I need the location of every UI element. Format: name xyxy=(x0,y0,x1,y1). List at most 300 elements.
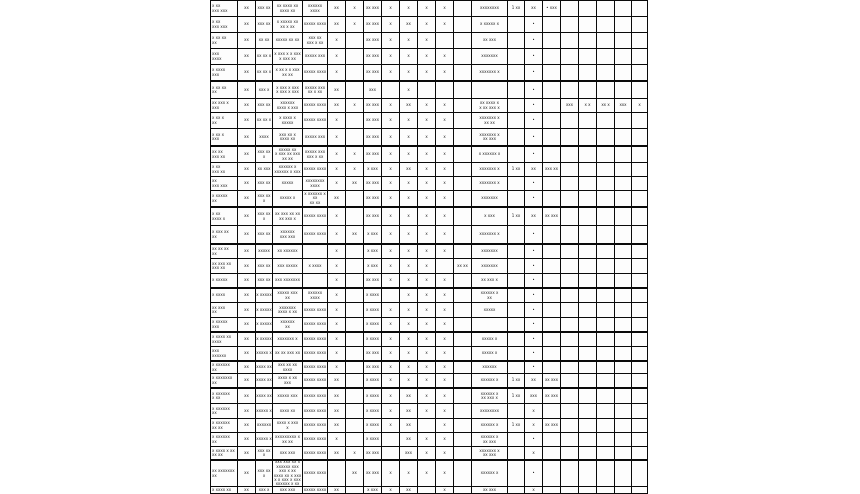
table-cell: xx xyxy=(328,191,346,208)
table-cell xyxy=(561,303,579,318)
table-row xyxy=(211,177,648,191)
table-cell: xx xyxy=(328,1,346,17)
table-cell: xx xyxy=(328,404,346,419)
table-cell xyxy=(597,33,615,49)
table-cell: xx xx xx xx xyxy=(211,244,238,259)
table-cell: xxxxx xxxx xyxy=(303,65,328,82)
table-cell xyxy=(615,404,632,419)
table-cell: x xyxy=(418,447,436,461)
table-cell: x xyxy=(436,191,454,208)
table-cell: xx xyxy=(238,303,256,318)
table-cell: xxx xx xyxy=(256,99,273,113)
table-cell: x xyxy=(436,49,454,65)
table-cell: x xyxy=(400,49,418,65)
table-cell: x xyxy=(328,318,346,333)
table-cell xyxy=(615,129,632,147)
table-cell xyxy=(615,318,632,333)
table-cell xyxy=(632,226,648,245)
table-cell: x xyxy=(418,318,436,333)
table-cell: 1 xx xyxy=(508,388,525,404)
table-cell: x xyxy=(418,433,436,447)
table-cell: xxxxx xyxy=(273,177,303,191)
table-cell: • xyxy=(525,146,543,163)
table-cell xyxy=(454,487,472,494)
table-cell xyxy=(472,318,508,333)
table-cell xyxy=(508,49,525,65)
table-cell: xxxxx x xyxy=(256,347,273,362)
table-cell: xx xyxy=(238,318,256,333)
table-cell: x xyxy=(436,433,454,447)
table-cell: xx xyxy=(238,419,256,433)
table-cell xyxy=(579,288,597,303)
table-cell: x xyxy=(436,388,454,404)
table-cell: xxx xx x xyxy=(256,191,273,208)
table-cell: xx xyxy=(238,433,256,447)
table-cell: xx xyxy=(238,288,256,303)
table-cell: xxxxx xxxx xyxy=(303,361,328,374)
table-cell: xxx xx x xyxy=(256,207,273,226)
table-row xyxy=(211,303,648,318)
table-cell xyxy=(632,332,648,347)
table-row xyxy=(211,207,648,226)
table-cell xyxy=(454,163,472,177)
table-cell xyxy=(597,274,615,289)
table-cell xyxy=(508,129,525,147)
table-cell: xx xyxy=(238,374,256,389)
table-cell: x xyxy=(382,244,400,259)
table-cell xyxy=(382,288,400,303)
table-cell: x xxx xyxy=(364,226,382,245)
table-cell xyxy=(615,332,632,347)
table-cell: x xxxxx xx xyxy=(211,191,238,208)
table-cell: x xyxy=(400,361,418,374)
table-cell: x xxxx x xxxxx xyxy=(273,113,303,129)
table-cell: xxxxx xyxy=(256,244,273,259)
table-cell xyxy=(346,303,364,318)
table-cell: x xyxy=(382,129,400,147)
table-cell: xxxxxxxx xyxy=(472,1,508,17)
table-cell: xx xyxy=(328,487,346,494)
table-cell: xxx xx xyxy=(256,177,273,191)
table-cell: x xyxy=(382,404,400,419)
table-cell xyxy=(561,274,579,289)
table-cell xyxy=(615,49,632,65)
table-cell: xx xxx xyxy=(543,374,561,389)
table-cell: • xyxy=(525,303,543,318)
table-cell: x xyxy=(382,388,400,404)
table-cell xyxy=(543,49,561,65)
table-cell xyxy=(346,433,364,447)
table-cell xyxy=(508,226,525,245)
table-cell: xxxxx x xyxy=(256,433,273,447)
table-cell xyxy=(597,433,615,447)
table-cell: xxxxxxx x xyxy=(472,65,508,82)
table-cell xyxy=(632,163,648,177)
table-cell xyxy=(561,374,579,389)
table-cell: x xyxy=(418,33,436,49)
table-cell xyxy=(382,433,400,447)
table-cell xyxy=(597,388,615,404)
table-cell xyxy=(579,318,597,333)
table-cell: xxxxx xxxx xyxy=(303,486,327,492)
table-cell: xxxxx xxx xx xyxy=(273,288,303,303)
table-cell xyxy=(632,447,648,461)
table-cell: x xyxy=(436,99,454,113)
table-cell xyxy=(579,303,597,318)
table-cell: x xyxy=(382,274,400,289)
table-cell: xx xyxy=(238,146,256,163)
table-cell xyxy=(615,65,632,82)
table-cell: x xxxxxx x xx xx xx xyxy=(303,191,328,208)
table-cell: xxxxx xxxx xyxy=(303,17,328,33)
table-cell: x xyxy=(525,419,543,433)
table-cell: xx xxx xyxy=(364,460,382,487)
table-cell xyxy=(508,81,525,99)
table-row xyxy=(211,404,648,419)
table-cell xyxy=(597,332,615,347)
table-cell: xx xyxy=(238,332,256,347)
table-cell xyxy=(597,81,615,99)
table-cell xyxy=(597,259,615,274)
table-cell xyxy=(561,388,579,404)
table-cell xyxy=(632,374,648,389)
table-cell: x xxx x x xxx x xxx xx xyxy=(273,49,303,65)
table-cell: x xyxy=(436,163,454,177)
table-cell xyxy=(579,177,597,191)
table-cell: xxxxxxx x xx xxx xyxy=(472,129,508,147)
table-cell xyxy=(508,33,525,49)
table-cell xyxy=(632,404,648,419)
table-cell xyxy=(543,288,561,303)
table-cell xyxy=(508,17,525,33)
table-cell xyxy=(615,244,632,259)
table-cell xyxy=(346,404,364,419)
table-cell xyxy=(561,49,579,65)
table-cell xyxy=(454,388,472,404)
table-cell xyxy=(508,274,525,289)
table-cell: xxxxx x xyxy=(273,191,303,208)
table-row xyxy=(211,1,648,17)
table-row xyxy=(211,447,648,461)
table-cell: xxxxxxxx xxxx xyxy=(303,177,328,191)
table-cell xyxy=(615,419,632,433)
table-cell xyxy=(454,99,472,113)
table-cell: • xyxy=(525,318,543,333)
table-cell: x xxxxx xyxy=(256,288,273,303)
table-cell: xxxxxxx xyxy=(472,49,508,65)
table-cell xyxy=(615,460,632,487)
table-cell xyxy=(543,433,561,447)
table-cell: x xyxy=(436,374,454,389)
table-cell: • xyxy=(525,361,543,374)
table-cell: xx xyxy=(328,17,346,33)
table-cell: x xyxy=(436,487,454,494)
table-cell xyxy=(508,288,525,303)
table-cell: xxxxxxx x xyxy=(472,163,508,177)
table-cell: xx xyxy=(238,404,256,419)
table-cell: xxxx x xx xxx xyxy=(273,374,303,389)
table-cell: • xyxy=(525,177,543,191)
table-cell: x xyxy=(382,318,400,333)
table-cell xyxy=(579,226,597,245)
table-cell: x xxxx xyxy=(364,404,382,419)
table-cell: xxxxxx x xyxy=(472,374,508,389)
table-cell: x xyxy=(328,129,346,147)
table-cell: xxxxx xxxx xyxy=(303,374,328,389)
table-cell xyxy=(561,177,579,191)
table-cell xyxy=(597,374,615,389)
table-cell: x xxxxxx xx xyxy=(211,361,238,374)
table-cell: x xyxy=(382,163,400,177)
table-cell: x xyxy=(418,177,436,191)
table-cell: xx xyxy=(400,388,418,404)
table-cell: • xyxy=(525,113,543,129)
table-cell xyxy=(454,191,472,208)
table-cell: x xyxy=(525,487,543,494)
table-cell: xx xx x xyxy=(256,49,273,65)
table-cell: x xyxy=(382,374,400,389)
table-cell xyxy=(615,274,632,289)
table-cell xyxy=(561,81,579,99)
table-cell: xx xyxy=(400,99,418,113)
table-row xyxy=(211,259,648,274)
table-cell: xxxxxx xxxx xyxy=(303,288,328,303)
table-cell xyxy=(579,244,597,259)
table-row xyxy=(211,49,648,65)
table-cell xyxy=(632,33,648,49)
table-cell xyxy=(561,244,579,259)
table-cell: x xyxy=(382,460,400,487)
table-cell: xxxxx xxx xxx x xx xyxy=(303,146,328,163)
table-cell xyxy=(579,259,597,274)
table-cell xyxy=(597,129,615,147)
table-cell xyxy=(632,388,648,404)
table-cell: xx xxx xyxy=(472,33,508,49)
table-cell xyxy=(508,460,525,487)
table-cell: xxx xx xyxy=(543,163,561,177)
table-cell: x xyxy=(400,303,418,318)
table-cell xyxy=(346,81,364,99)
table-cell: x xyxy=(436,318,454,333)
table-cell: x xyxy=(436,288,454,303)
table-cell: xx xxxx x x xx xxx x xyxy=(472,99,508,113)
table-cell xyxy=(597,404,615,419)
table-cell: xx xxx xyxy=(364,447,382,461)
table-cell: xx xyxy=(238,17,256,33)
table-cell: x xyxy=(436,226,454,245)
table-cell: x xxxxxx xx xx xyxy=(211,419,238,433)
table-cell xyxy=(508,347,525,362)
table-cell xyxy=(615,259,632,274)
table-cell: xxx xxx xx x xxxxxx xxx xxx x xx xxxx xx x xxx x x xxx x xxx xxxxxx x xx xyxy=(273,459,302,487)
table-cell: xxx xxxxxx xyxy=(211,347,238,362)
table-cell: x xyxy=(328,65,346,82)
table-cell: xx xxx x xyxy=(472,274,508,289)
table-cell xyxy=(346,318,364,333)
table-cell: xx xyxy=(238,388,256,404)
table-row xyxy=(211,419,648,433)
table-cell: x xyxy=(400,347,418,362)
table-cell xyxy=(561,17,579,33)
table-cell: x xyxy=(382,361,400,374)
table-cell: x xyxy=(382,49,400,65)
table-cell xyxy=(543,487,561,494)
table-row xyxy=(211,146,648,163)
table-cell xyxy=(543,303,561,318)
table-cell: xxxxxxx xyxy=(472,259,508,274)
table-cell: xx xyxy=(400,17,418,33)
table-row xyxy=(211,374,648,389)
table-row xyxy=(211,318,648,333)
table-cell xyxy=(454,332,472,347)
table-cell: xx xyxy=(525,1,543,17)
table-cell: x xyxy=(400,65,418,82)
table-cell: xxxxxx x xx xyxy=(472,288,508,303)
table-cell: xx xyxy=(525,207,543,226)
table-cell xyxy=(454,347,472,362)
table-cell: xxxxx xxxx xyxy=(303,388,328,404)
table-cell xyxy=(454,433,472,447)
table-cell: xx xyxy=(238,177,256,191)
table-cell: xx xxx xyxy=(543,419,561,433)
table-cell xyxy=(597,244,615,259)
table-cell xyxy=(615,191,632,208)
table-cell: xxxxxxx x xyxy=(273,332,303,347)
table-cell xyxy=(615,487,632,494)
table-cell xyxy=(561,207,579,226)
table-cell xyxy=(579,419,597,433)
table-cell: xx xyxy=(238,49,256,65)
table-row xyxy=(211,332,648,347)
table-cell: xxx xx xyxy=(256,1,273,17)
table-cell: x xyxy=(525,447,543,461)
table-cell xyxy=(454,361,472,374)
table-cell xyxy=(597,1,615,17)
table-cell: xx xxx xyxy=(543,388,561,404)
table-cell: xx xyxy=(238,99,256,113)
table-cell: x xyxy=(382,65,400,82)
table-cell xyxy=(454,49,472,65)
table-cell: x xyxy=(418,113,436,129)
table-cell: xxxx xx xyxy=(256,361,273,374)
table-cell xyxy=(561,33,579,49)
table-cell xyxy=(508,447,525,461)
table-cell: x xyxy=(436,146,454,163)
table-cell: x xyxy=(382,332,400,347)
table-cell: xx xxx xyxy=(364,207,382,226)
table-cell xyxy=(579,447,597,461)
table-row xyxy=(211,191,648,208)
table-cell xyxy=(579,332,597,347)
table-cell xyxy=(543,81,561,99)
table-cell xyxy=(597,318,615,333)
table-cell xyxy=(543,65,561,82)
table-cell: x xxxxxx xx xyxy=(211,433,238,447)
table-cell: x xxx xyxy=(364,163,382,177)
table-cell xyxy=(579,374,597,389)
table-cell: x xx x xxx xyxy=(211,129,238,147)
table-row xyxy=(211,460,648,487)
table-cell: • xyxy=(525,99,543,113)
table-cell xyxy=(561,288,579,303)
table-cell xyxy=(579,274,597,289)
table-cell xyxy=(632,244,648,259)
table-cell xyxy=(632,146,648,163)
table-cell xyxy=(543,259,561,274)
table-cell: x xyxy=(436,207,454,226)
table-cell: x xyxy=(382,347,400,362)
table-cell: x xx x xx xyxy=(211,113,238,129)
table-cell: • xyxy=(525,244,543,259)
table-cell xyxy=(561,318,579,333)
table-cell: x xyxy=(436,274,454,289)
table-cell: xx xyxy=(238,244,256,259)
table-cell xyxy=(579,33,597,49)
table-cell: x xyxy=(382,177,400,191)
table-cell: x xxxxx x xyxy=(472,17,508,33)
table-cell: x xyxy=(418,244,436,259)
table-cell xyxy=(632,347,648,362)
table-cell: xx xxx xyxy=(364,49,382,65)
table-row xyxy=(211,487,648,494)
table-cell: xxxxxx xyxy=(256,419,273,433)
table-cell xyxy=(632,207,648,226)
table-cell: x xyxy=(328,361,346,374)
table-cell xyxy=(632,259,648,274)
table-cell: xx xyxy=(525,374,543,389)
table-cell: xx xxx xyxy=(472,487,508,494)
table-cell xyxy=(346,347,364,362)
table-cell xyxy=(382,447,400,461)
table-cell: x xyxy=(436,244,454,259)
table-cell: x xyxy=(328,113,346,129)
table-cell: x xyxy=(346,1,364,17)
table-cell: x xyxy=(418,303,436,318)
table-cell xyxy=(543,129,561,147)
table-cell xyxy=(632,288,648,303)
table-cell xyxy=(454,460,472,487)
table-cell: xx xxx xyxy=(364,99,382,113)
table-cell: • xyxy=(525,274,543,289)
table-cell xyxy=(632,460,648,487)
table-cell: x xyxy=(418,1,436,17)
table-cell xyxy=(454,113,472,129)
table-cell xyxy=(579,65,597,82)
table-cell: x xyxy=(436,113,454,129)
table-cell xyxy=(597,226,615,245)
table-cell xyxy=(561,460,579,487)
table-cell: x xyxy=(328,244,346,259)
table-cell: x xyxy=(400,146,418,163)
table-cell: xxx xx xxx x xx xyxy=(303,33,328,49)
table-cell xyxy=(579,388,597,404)
table-cell xyxy=(454,17,472,33)
table-cell xyxy=(454,288,472,303)
table-cell xyxy=(615,374,632,389)
table-cell: x xyxy=(400,33,418,49)
table-cell xyxy=(615,81,632,99)
table-cell xyxy=(632,81,648,99)
table-cell: • xyxy=(525,259,543,274)
table-cell: xx xyxy=(346,177,364,191)
table-cell: x xyxy=(346,99,364,113)
table-cell xyxy=(561,1,579,17)
table-cell: xx xxx xyxy=(364,347,382,362)
table-cell xyxy=(346,191,364,208)
table-row xyxy=(211,244,648,259)
table-cell xyxy=(543,361,561,374)
table-cell xyxy=(454,177,472,191)
